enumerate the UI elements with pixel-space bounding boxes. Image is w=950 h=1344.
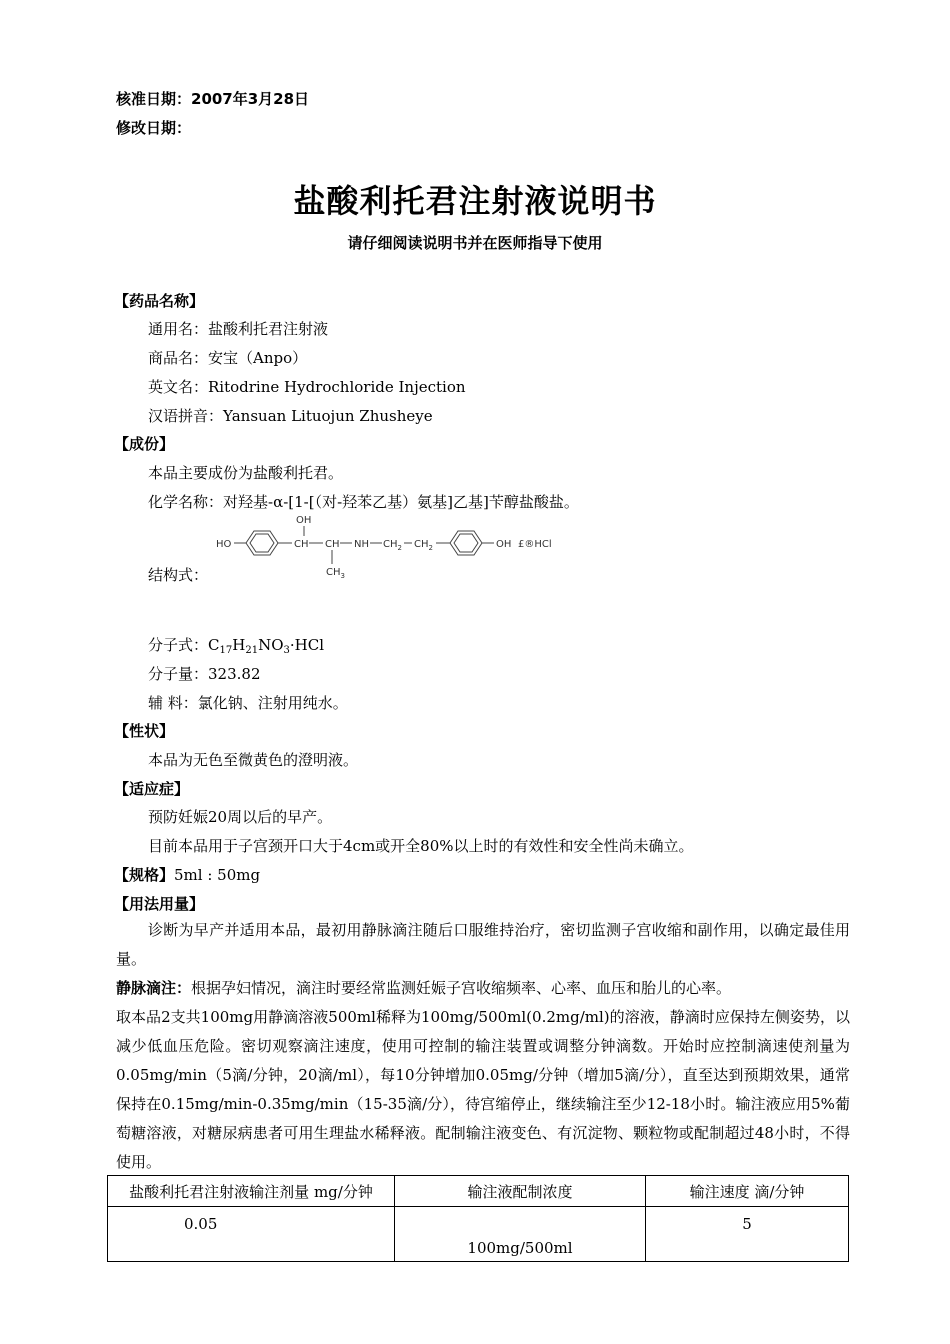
table-header: 盐酸利托君注射液输注剂量 mg/分钟 <box>108 1176 395 1207</box>
section-heading-composition: 【成份】 <box>114 435 175 453</box>
formula-hcl: ·HCl <box>289 636 324 654</box>
table-header-row <box>108 1176 849 1207</box>
formula-label: 分子式： <box>148 636 209 654</box>
section-heading-indications: 【适应症】 <box>114 780 190 798</box>
struct-ch-1: CH <box>294 539 309 550</box>
struct-ch2-b-sub: 2 <box>428 544 433 552</box>
molecular-weight: 分子量：323.82 <box>148 665 261 683</box>
svg-text:CH2 <box>414 539 433 552</box>
table-cell: 5 <box>646 1207 849 1262</box>
indications-line-2: 目前本品用于子宫颈开口大于4cm或开全80%以上时的有效性和安全性尚未确立。 <box>148 837 694 855</box>
spec-value: 5ml : 50mg <box>174 866 261 884</box>
english-name: 英文名：Ritodrine Hydrochloride Injection <box>148 378 466 396</box>
section-heading-name: 【药品名称】 <box>114 292 205 310</box>
document-subtitle: 请仔细阅读说明书并在医师指导下使用 <box>347 234 603 252</box>
table-cell: 100mg/500ml <box>395 1207 646 1262</box>
table-row <box>108 1207 849 1262</box>
section-heading-usage: 【用法用量】 <box>114 895 205 913</box>
formula-no: NO <box>258 636 284 654</box>
iv-label: 静脉滴注： <box>116 979 192 997</box>
formula-c: C <box>208 636 220 654</box>
infusion-table <box>107 1175 849 1262</box>
formula-no-sub: 3 <box>283 645 290 656</box>
struct-ch2-b: CH <box>414 539 429 550</box>
document-title: 盐酸利托君注射液说明书 <box>293 182 657 220</box>
table-cell: 0.05 <box>108 1207 395 1262</box>
struct-ch2-a: CH <box>383 539 398 550</box>
section-heading-spec: 【规格】 <box>114 866 175 884</box>
table-header: 输注速度 滴/分钟 <box>646 1176 849 1207</box>
struct-ch2-a-sub: 2 <box>397 544 402 552</box>
excipients: 辅 料：氯化钠、注射用纯水。 <box>148 694 348 712</box>
struct-oh-top: OH <box>296 515 312 526</box>
iv-paragraph <box>116 974 850 1003</box>
struct-ch3: CH <box>326 567 341 578</box>
svg-text:CH3 <box>326 567 345 580</box>
trade-name: 商品名：安宝（Anpo） <box>148 349 308 367</box>
structural-formula <box>212 510 562 580</box>
formula-c-sub: 17 <box>219 645 233 656</box>
approval-date: 核准日期：2007年3月28日 <box>116 90 310 108</box>
description-text: 本品为无色至微黄色的澄明液。 <box>148 751 359 769</box>
indications-line-1: 预防妊娠20周以后的早产。 <box>148 808 333 826</box>
pinyin-name: 汉语拼音：Yansuan Lituojun Zhusheye <box>148 407 433 425</box>
struct-ch3-sub: 3 <box>340 572 345 580</box>
section-heading-description: 【性状】 <box>114 722 175 740</box>
molecular-formula <box>148 634 324 656</box>
spec-line <box>114 864 260 885</box>
svg-text:CH2 <box>383 539 402 552</box>
formula-h-sub: 21 <box>245 645 259 656</box>
chemical-name: 化学名称：对羟基-α-[1-[（对-羟苯乙基）氨基]乙基]苄醇盐酸盐。 <box>148 493 579 511</box>
table-header: 输注液配制浓度 <box>395 1176 646 1207</box>
structure-label: 结构式： <box>148 566 209 584</box>
struct-ho-left: HO <box>216 539 232 550</box>
iv-text: 根据孕妇情况，滴注时要经常监测妊娠子宫收缩频率、心率、血压和胎儿的心率。 <box>191 979 732 997</box>
revision-date: 修改日期： <box>116 119 192 137</box>
usage-intro: 诊断为早产并适用本品，最初用静脉滴注随后口服维持治疗，密切监测子宫收缩和副作用，以确定最佳用量。 <box>116 921 850 968</box>
struct-ch-2: CH <box>325 539 340 550</box>
generic-name: 通用名：盐酸利托君注射液 <box>148 320 329 338</box>
struct-nh: NH <box>354 539 369 550</box>
formula-h: H <box>232 636 246 654</box>
usage-body: 取本品2支共100mg用静滴溶液500ml稀释为100mg/500ml(0.2mg/ml)的溶液，静滴时应保持左侧姿势，以减少低血压危险。密切观察滴注速度，使用可控制的输注装置或调整分钟滴数。开始时应控制滴速使剂量为0.05mg/min（5滴/分钟，20滴/ml），每10分钟增加0.05mg/分钟（增加5滴/分），直至达到预期效果，通常保持在0.15mg/min-0.35mg/min（15-35滴/分），待宫缩停止，继续输注至少12-18小时。输注液应用5%葡萄糖溶液，对糖尿病患者可用生理盐水稀释液。配制输注液变色、有沉淀物、颗粒物或配制超过48小时，不得使用。 <box>116 1008 850 1171</box>
struct-hcl: £®HCl <box>518 539 552 550</box>
main-ingredient: 本品主要成份为盐酸利托君。 <box>148 464 344 482</box>
struct-oh-right: OH <box>496 539 512 550</box>
